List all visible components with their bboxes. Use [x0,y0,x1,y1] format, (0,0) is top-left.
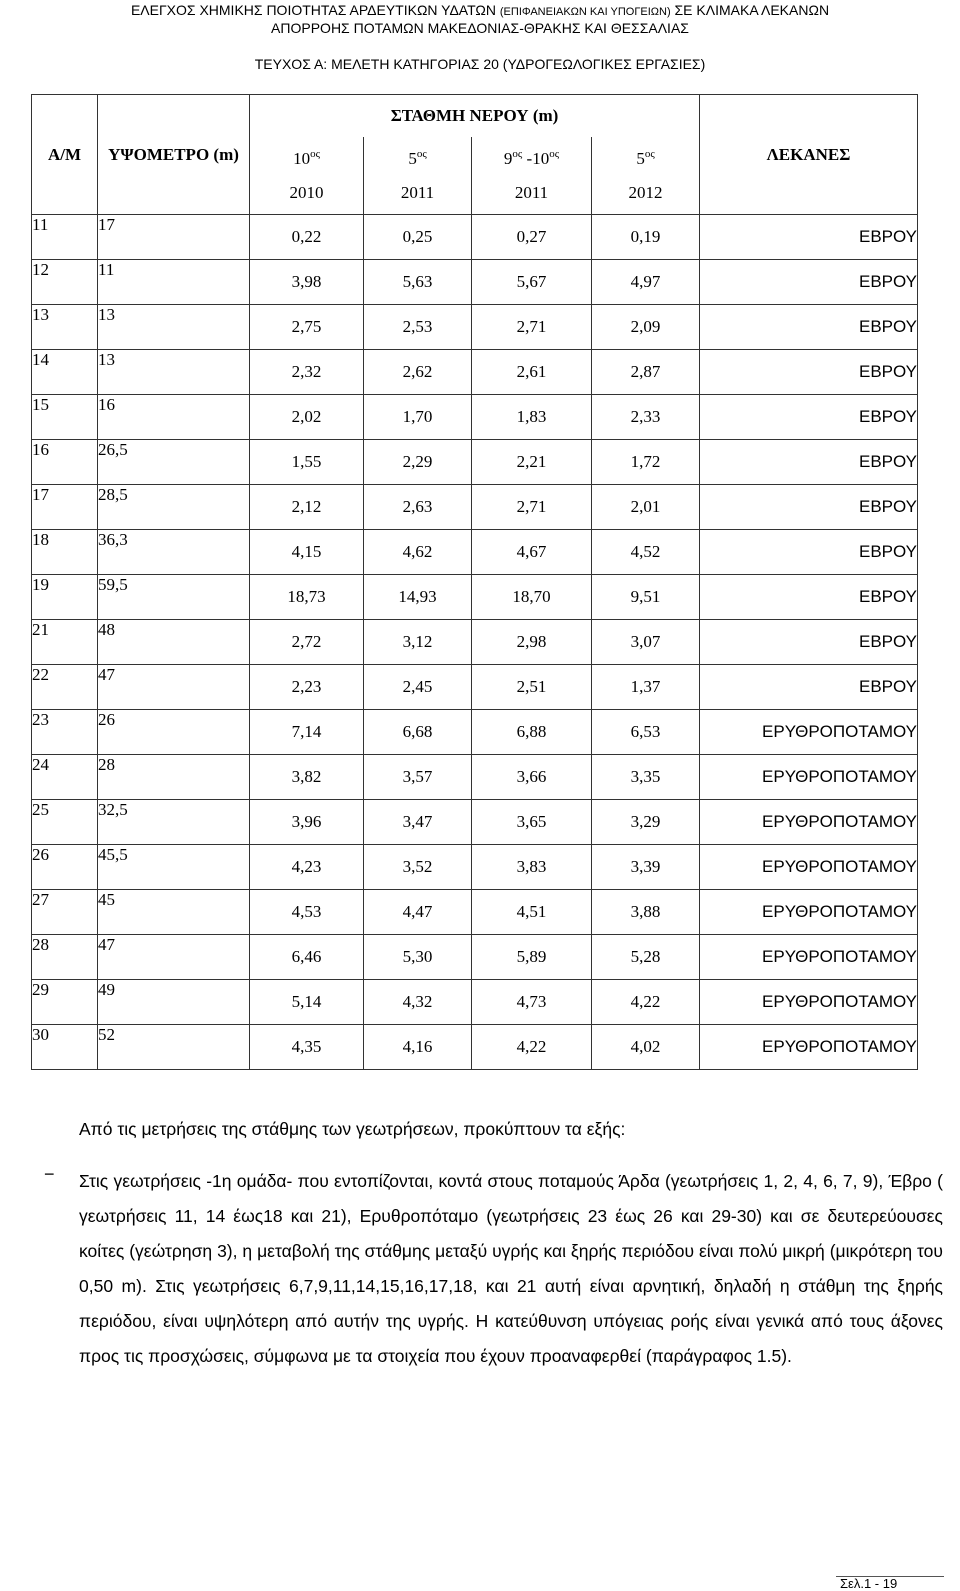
cell-basin: ΕΡΥΘΡΟΠΟΤΑΜΟΥ [700,890,918,935]
cell-water-level: 2,09 [592,305,700,350]
col-header-am: Α/Μ [32,95,98,215]
cell-am: 12 [32,260,98,305]
period-year: 2011 [514,183,549,202]
cell-water-level: 4,52 [592,530,700,575]
cell-water-level: 2,12 [250,485,364,530]
cell-am: 25 [32,800,98,845]
cell-water-level: 2,29 [364,440,472,485]
cell-water-level: 2,32 [250,350,364,395]
cell-basin: ΕΒΡΟΥ [700,260,918,305]
cell-water-level: 3,66 [472,755,592,800]
cell-basin: ΕΒΡΟΥ [700,215,918,260]
cell-water-level: 4,73 [472,980,592,1025]
table-row [32,350,918,395]
table-row [32,845,918,890]
cell-water-level: 1,70 [364,395,472,440]
cell-water-level: 2,51 [472,665,592,710]
cell-water-level: 4,23 [250,845,364,890]
cell-water-level: 0,27 [472,215,592,260]
cell-water-level: 18,70 [472,575,592,620]
cell-altitude: 16 [98,395,250,440]
cell-basin: ΕΡΥΘΡΟΠΟΤΑΜΟΥ [700,800,918,845]
cell-water-level: 3,98 [250,260,364,305]
cell-am: 26 [32,845,98,890]
cell-water-level: 0,25 [364,215,472,260]
cell-water-level: 2,01 [592,485,700,530]
table-row [32,980,918,1025]
cell-water-level: 2,61 [472,350,592,395]
cell-water-level: 0,19 [592,215,700,260]
cell-water-level: 5,28 [592,935,700,980]
cell-basin: ΕΡΥΘΡΟΠΟΤΑΜΟΥ [700,980,918,1025]
cell-water-level: 3,88 [592,890,700,935]
cell-am: 15 [32,395,98,440]
cell-altitude: 52 [98,1025,250,1070]
intro-paragraph: Από τις μετρήσεις της στάθμης των γεωτρήσεων, προκύπτουν τα εξής: [79,1119,626,1139]
cell-basin: ΕΡΥΘΡΟΠΟΤΑΜΟΥ [700,935,918,980]
period-label: $5^{o\varsigma}$ [636,148,655,168]
cell-altitude: 13 [98,305,250,350]
cell-water-level: 2,63 [364,485,472,530]
cell-water-level: 4,22 [592,980,700,1025]
cell-water-level: 9,51 [592,575,700,620]
cell-water-level: 2,21 [472,440,592,485]
cell-basin: ΕΒΡΟΥ [700,665,918,710]
cell-water-level: 5,30 [364,935,472,980]
cell-water-level: 2,33 [592,395,700,440]
col-header-period [250,137,364,215]
cell-basin: ΕΒΡΟΥ [700,575,918,620]
cell-basin: ΕΡΥΘΡΟΠΟΤΑΜΟΥ [700,710,918,755]
col-header-period [364,137,472,215]
cell-basin: ΕΡΥΘΡΟΠΟΤΑΜΟΥ [700,845,918,890]
cell-water-level: 7,14 [250,710,364,755]
cell-altitude: 36,3 [98,530,250,575]
cell-water-level: 5,63 [364,260,472,305]
table-row [32,755,918,800]
cell-water-level: 4,35 [250,1025,364,1070]
header-line-1-small: (ΕΠΙΦΑΝΕΙΑΚΩΝ ΚΑΙ ΥΠΟΓΕΙΩΝ) [499,6,671,18]
cell-am: 16 [32,440,98,485]
cell-water-level: 5,67 [472,260,592,305]
table-row [32,800,918,845]
cell-am: 24 [32,755,98,800]
col-header-altitude: ΥΨΟΜΕΤΡΟ (m) [98,95,250,215]
table-row [32,935,918,980]
cell-water-level: 2,71 [472,305,592,350]
table-row [32,1025,918,1070]
cell-basin: ΕΒΡΟΥ [700,350,918,395]
cell-water-level: 18,73 [250,575,364,620]
cell-altitude: 11 [98,260,250,305]
cell-water-level: 3,35 [592,755,700,800]
cell-water-level: 4,32 [364,980,472,1025]
cell-altitude: 49 [98,980,250,1025]
table-row [32,665,918,710]
cell-water-level: 2,02 [250,395,364,440]
cell-altitude: 13 [98,350,250,395]
cell-basin: ΕΡΥΘΡΟΠΟΤΑΜΟΥ [700,1025,918,1070]
cell-water-level: 1,55 [250,440,364,485]
cell-am: 21 [32,620,98,665]
col-header-basin: ΛΕΚΑΝΕΣ [700,95,918,215]
cell-water-level: 3,39 [592,845,700,890]
findings-paragraph: Στις γεωτρήσεις -1η ομάδα- που εντοπίζονται, κοντά στους ποταμούς Άρδα (γεωτρήσεις 1, 2, 4, 6, 7, 9), Έβρο ( γεωτρήσεις 11, 14 έως18 και 21), Ερυθροπόταμο (γεωτρήσεις 23 έως 26 και 29-30) και σε δευτερεύουσες κοίτες (γεώτρηση 3), η μεταβολή της στάθμης μεταξύ υγρής και ξηρής περιόδου είναι πολύ μικρή (μικρότερη του 0,50 m). Στις γεωτρήσεις 6,7,9,11,14,15,16,17,18, και 21 αυτή είναι αρνητική, δηλαδή η στάθμη της ξηρής περιόδου, είναι υψηλότερη από αυτήν της υγρής. Η κατεύθυνση υπόγειας ροής είναι γενικά από τους άξονες προς τις προσχώσεις, σύμφωνα με τα στοιχεία που έχουν προαναφερθεί (παράγραφος 1.5). [79,1171,943,1366]
header-line-3: ΤΕΥΧΟΣ Α: ΜΕΛΕΤΗ ΚΑΤΗΓΟΡΙΑΣ 20 (ΥΔΡΟΓΕΩΛΟΓΙΚΕΣ ΕΡΓΑΣΙΕΣ) [254,56,706,72]
table-row [32,395,918,440]
cell-water-level: 2,98 [472,620,592,665]
cell-am: 18 [32,530,98,575]
cell-water-level: 2,75 [250,305,364,350]
cell-water-level: 2,53 [364,305,472,350]
cell-am: 29 [32,980,98,1025]
period-year: 2011 [400,183,435,202]
cell-water-level: 4,16 [364,1025,472,1070]
cell-water-level: 2,23 [250,665,364,710]
col-header-water-level: ΣΤΑΘΜΗ ΝΕΡΟΥ (m) [250,95,700,138]
table-row [32,485,918,530]
table-row [32,305,918,350]
header-line-2: ΑΠΟΡΡΟΗΣ ΠΟΤΑΜΩΝ ΜΑΚΕΔΟΝΙΑΣ-ΘΡΑΚΗΣ ΚΑΙ ΘΕΣΣΑΛΙΑΣ [271,20,689,36]
cell-water-level: 4,67 [472,530,592,575]
cell-basin: ΕΒΡΟΥ [700,620,918,665]
cell-water-level: 5,89 [472,935,592,980]
cell-basin: ΕΒΡΟΥ [700,395,918,440]
cell-water-level: 4,22 [472,1025,592,1070]
cell-basin: ΕΒΡΟΥ [700,305,918,350]
cell-water-level: 0,22 [250,215,364,260]
cell-water-level: 3,65 [472,800,592,845]
cell-water-level: 4,51 [472,890,592,935]
cell-water-level: 3,83 [472,845,592,890]
cell-water-level: 3,96 [250,800,364,845]
cell-water-level: 3,07 [592,620,700,665]
cell-water-level: 4,47 [364,890,472,935]
cell-water-level: 2,62 [364,350,472,395]
cell-water-level: 2,87 [592,350,700,395]
table-row [32,710,918,755]
header-line-1-end: ΣΕ ΚΛΙΜΑΚΑ ΛΕΚΑΝΩΝ [674,2,830,18]
col-header-period [592,137,700,215]
cell-am: 28 [32,935,98,980]
cell-water-level: 2,72 [250,620,364,665]
cell-water-level: 4,62 [364,530,472,575]
cell-water-level: 4,53 [250,890,364,935]
cell-basin: ΕΒΡΟΥ [700,440,918,485]
period-year: 2010 [289,183,324,202]
cell-water-level: 6,68 [364,710,472,755]
cell-altitude: 47 [98,935,250,980]
cell-water-level: 14,93 [364,575,472,620]
cell-altitude: 45,5 [98,845,250,890]
cell-basin: ΕΡΥΘΡΟΠΟΤΑΜΟΥ [700,755,918,800]
cell-water-level: 6,88 [472,710,592,755]
cell-water-level: 6,46 [250,935,364,980]
table-row [32,215,918,260]
col-header-period [472,137,592,215]
cell-water-level: 3,12 [364,620,472,665]
cell-water-level: 1,37 [592,665,700,710]
cell-water-level: 2,71 [472,485,592,530]
cell-am: 27 [32,890,98,935]
cell-altitude: 45 [98,890,250,935]
cell-water-level: 5,14 [250,980,364,1025]
cell-am: 30 [32,1025,98,1070]
table-row [32,260,918,305]
cell-water-level: 2,45 [364,665,472,710]
cell-basin: ΕΒΡΟΥ [700,485,918,530]
cell-water-level: 4,97 [592,260,700,305]
cell-water-level: 1,83 [472,395,592,440]
cell-altitude: 28 [98,755,250,800]
header-line-1 [0,2,960,20]
cell-am: 17 [32,485,98,530]
table-row [32,620,918,665]
cell-am: 23 [32,710,98,755]
period-label: $5^{o\varsigma}$ [408,148,427,168]
cell-water-level: 1,72 [592,440,700,485]
cell-altitude: 26 [98,710,250,755]
period-label: $10^{o\varsigma}$ [293,148,320,168]
cell-altitude: 47 [98,665,250,710]
period-year: 2012 [628,183,663,202]
cell-am: 11 [32,215,98,260]
cell-water-level: 4,02 [592,1025,700,1070]
cell-altitude: 26,5 [98,440,250,485]
period-label: $9^{o\varsigma}$ $-10^{o\varsigma}$ [503,148,560,168]
cell-water-level: 3,82 [250,755,364,800]
table-row [32,530,918,575]
table-row [32,575,918,620]
cell-water-level: 4,15 [250,530,364,575]
bullet-dash: − [44,1164,55,1184]
table-row [32,890,918,935]
header-line-1-main: ΕΛΕΓΧΟΣ ΧΗΜΙΚΗΣ ΠΟΙΟΤΗΤΑΣ ΑΡΔΕΥΤΙΚΩΝ ΥΔΑΤΩΝ [130,2,496,18]
cell-altitude: 17 [98,215,250,260]
cell-water-level: 3,47 [364,800,472,845]
cell-altitude: 48 [98,620,250,665]
cell-am: 14 [32,350,98,395]
cell-altitude: 32,5 [98,800,250,845]
page-number: Σελ.1 - 19 [840,1576,898,1591]
cell-am: 22 [32,665,98,710]
cell-altitude: 28,5 [98,485,250,530]
cell-basin: ΕΒΡΟΥ [700,530,918,575]
cell-am: 13 [32,305,98,350]
cell-water-level: 3,52 [364,845,472,890]
cell-water-level: 3,57 [364,755,472,800]
water-level-table [31,94,918,1070]
cell-am: 19 [32,575,98,620]
cell-water-level: 6,53 [592,710,700,755]
cell-altitude: 59,5 [98,575,250,620]
cell-water-level: 3,29 [592,800,700,845]
table-row [32,440,918,485]
